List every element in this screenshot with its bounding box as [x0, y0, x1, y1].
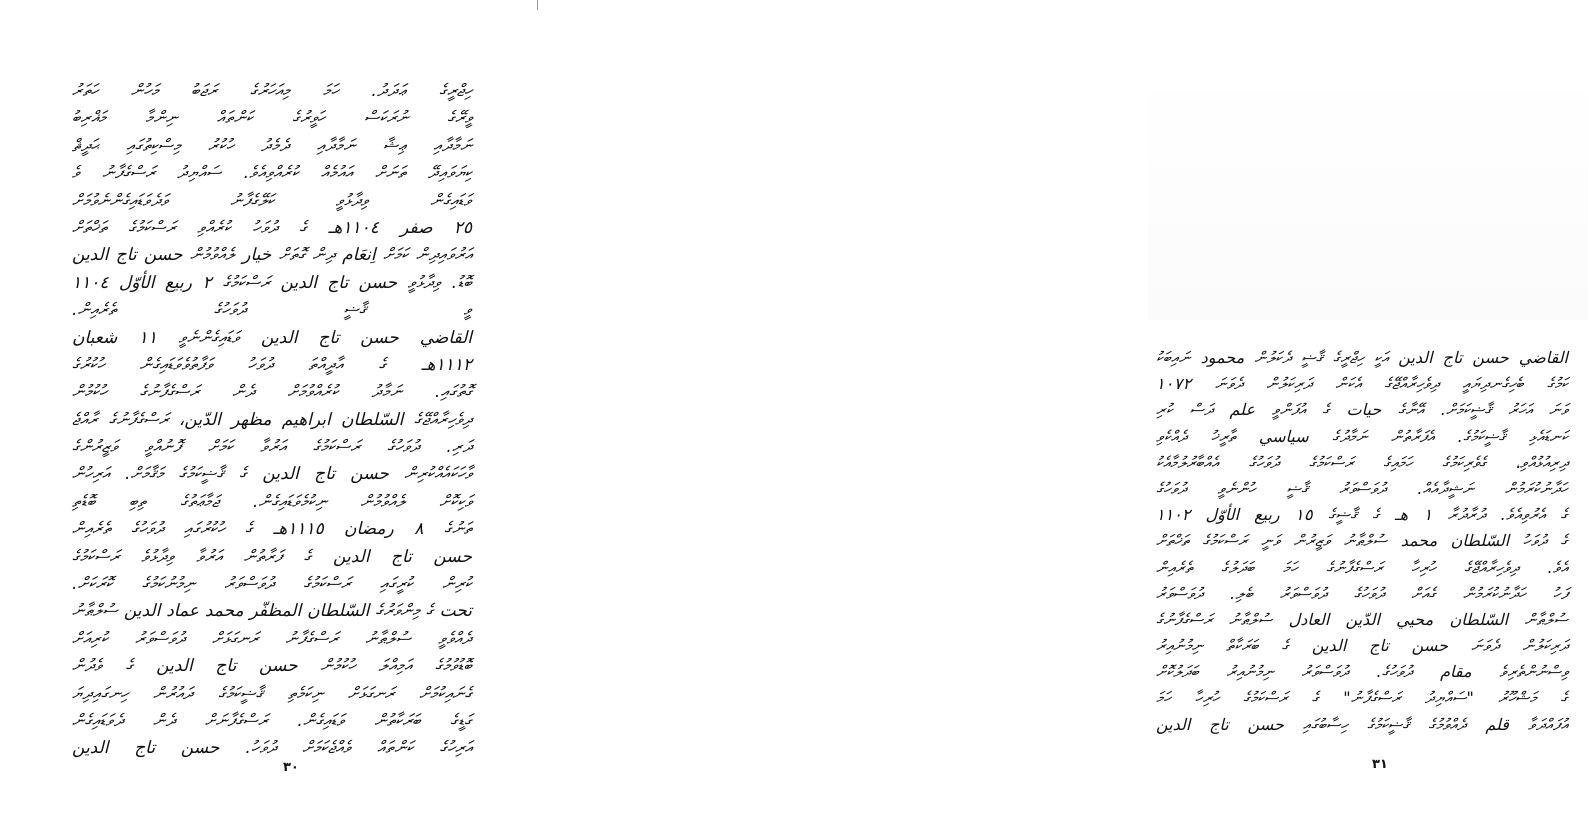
- right-page-number: ٣١: [1372, 757, 1388, 772]
- text-line: حسن تاج الدين ގެ ފަރާތުން އަރުވާ ވިދާޅުވެ ރަސްކަމުގެ: [72, 546, 472, 567]
- text-line: القاضي حسن تاج الدين ވަޑައިގެންނެވީ ١١ شعبان: [72, 327, 472, 348]
- text-line: ގެނައިކުމަށް ރަނގަޅަށް ނިކަމެތި ޤާޟީކަމުގެ ދައުރުން ހިނގައިދިޔަ: [72, 683, 472, 704]
- text-line: ގެ މަޝްހޫރު "ސައްޔިދު ރަސްގެފާނު" ގެ ރަސްކަމުގެ ހުރިހާ ހަމަ: [1156, 688, 1568, 708]
- text-line: ކިޔަވައިދޭ ތަނަށް އައުމެއް ކުރެއްވިއެވެ. ސައްޔިދު ރަސްގެފާނު ވެ: [72, 163, 472, 184]
- text-line: ވިސްނުންތެރިވެ مقام ދުވަހުގެ. ދުވަސްވަރު ނިމުނުއިރު ބަދަލުކޮށް: [1156, 662, 1568, 682]
- text-line: ވާހަކައެއްކުރިން حسن تاج الدين ގެ ޤާޟީކަމުގެ މަޤާމަށް. އަރިހުން: [72, 464, 472, 485]
- text-line: ގަޑީގެ ބަރަކާތުން ވަޑައިގެން. ރަސްގެފާނަށް ދެން ދެވަޑައިގެން: [72, 710, 472, 731]
- text-line: ދެއްވެވީ ސުލްޠާނު ރަސްގެފާނު ރަނގަޅަށް ދުވަސްވަރު ކުރިއަށް: [72, 628, 472, 649]
- left-page-text-block: [72, 78, 472, 763]
- right-page-text-block: [1156, 345, 1568, 738]
- text-line: ދިވެހިރާއްޖޭގެ السّلطان ابراهيم مظهر الدّين، ރަސްގެފާނުގެ ރާއްޖެ: [72, 409, 472, 430]
- text-line: ގޮތުގައި. ނަމާދު ކުރެއްވުމަށް ދެން ރަސްގެފާނުގެ ހުކުމުން: [72, 382, 472, 403]
- text-line: އުފައްދަވާ قلم ދެއްވުމުގެ ޤާޟީކަމުގެ ހިސާބުގައި حسن تاج الدين: [1156, 714, 1568, 734]
- text-line: ދިރިއުޅުއްވި، ގެވެރިކަމުގެ ހަމައިގެ ރަސްކަމުގެ ދުވަހުގެ އެއްބާރުލުމާއެކު: [1156, 452, 1568, 472]
- blank-page-area: [1148, 60, 1588, 320]
- text-line: އަރުވައިދިން ކަމަށް اِنعَام ދިން ގޮތަށް خيار ލެއްވުމުން حسن تاج الدين: [72, 245, 472, 266]
- text-line: ނަމާދާއި ޢިޝާ ނަމާދާއި ދެމެދު ހުކުރު މިސްކިތުގައި ޙަދީޘް: [72, 135, 472, 156]
- text-line: ދަރިކަލުން ދެވަނަ حسن تاج الدين ގެ ބަރަކާތް ނިމުނުއިރު: [1156, 636, 1568, 656]
- text-line: القاضي حسن تاج الدين އަކީ ހިޖްރީގެ ޤާޟީ ދެކަލުން محمود ނައިބަކު: [1156, 348, 1568, 367]
- text-line: ކަނޑައެޅި ޤާޟީކަމުގެ. އެފަރާތުން ނަމާދުގެ سياسي ތާރީޚު ދެއްކެވި: [1156, 426, 1568, 446]
- text-line: ވަނަ އަހަރު ޤާޟީކަމަށް. އޭނާގެ حيات ގެ އުފަންވީ علم ދަސް ކުރި: [1156, 400, 1568, 420]
- text-line: ތަނުގެ ٨ رمضان ١١١٥هـ ގެ ހުކުރުގައި ދުވަހުގެ ތެރެއިން: [72, 519, 472, 540]
- text-line: ހަދާނުކުރަމުން ނަޝީދާއެއް. ދުވަސްވަރު ޤާޟީ ހުންނެވީ ދުވަހުގެ: [1156, 478, 1568, 498]
- text-line: ٢٥ صفر ١١٠٤هـ ގެ ދުވަހު ކުރެއްވި ރަސްކަމުގެ ތަޚްތަށް: [72, 217, 472, 238]
- right-page: [560, 0, 1568, 814]
- text-line: ގެ ދުވަހު السّلطان محمد ސުލްޠާނު ވަޒީރުން ވަނީ ރަސްކަމުގެ ތަޚްތަށް: [1156, 531, 1568, 551]
- text-line: ފަހު ހަދާނުކުރަމުން ގެއަށް ދުވަހުގެ ދުވަސްވަރު ބެލި. ދުވަސްވަރު: [1156, 583, 1568, 603]
- text-line: تحت ގެ މިންވަރުގެ السّلطان المظفّر محمد عماد الدين ސުލްޠާނު: [72, 601, 472, 622]
- text-line: ކުރިން ކުރީގައި ރަސްކަމުގެ ދުވަސްވަރު ނިމުނުކަމުގެ ކޮރަކަށް.: [72, 574, 472, 595]
- text-line: ހިޖްރީގެ ޢަދަދު. ހަމަ މިއަހަރުގެ ރަޖަބު މަހުން ހަތަރު: [72, 81, 472, 101]
- text-line: ސުލްޠާން السّلطان محيي الدّين العادل ސުލްޠާނު ރަސްގެފާނުގެ: [1156, 609, 1568, 629]
- text-line: ވަޑައިގެން ވިދާޅުވީ ކަލޭގެފާނު ވަދެވަޑައިގެންނެވުމަށް: [72, 190, 472, 211]
- text-line: ވީ ޤާޟީ ދުވަހުގެ ތެރެއިން.: [72, 300, 472, 321]
- text-line: ބޮޑުވުމުގެ އަމިއްލަ ހުކުމުން حسن تاج الدين ގެ ވެދުން: [72, 656, 472, 677]
- left-page-number: ٣٠: [283, 760, 299, 775]
- text-line: ދަރި. ދުވަހުގެ ރަސްކަމުގެ އަރުވާ ކަމަށް ފޮނުއްވީ ވަޒީރުންގެ: [72, 437, 472, 458]
- text-line: އެވެ. ދިވެހިރާއްޖޭގެ ހުރިހާ ރަސްގެފާނުގެ ހަމަ ބަދަލުގެ ތެރެއިން: [1156, 557, 1568, 577]
- text-line: ކަމުގެ ބެހިގެނދިޔައީ ދިވެހިރާއްޖޭގެ އެކަން ދަރިކަލުން ދެވަނަ ١٠٧٢: [1156, 374, 1568, 394]
- text-line: ވީރޭގެ ނުރަކަސް ހަވީރުގެ ކަންތައް ނިންމާ މަޣްރިބު: [72, 108, 472, 129]
- left-page: [0, 0, 540, 814]
- text-line: ވަކިކޮށް ލެއްވުމުން ނިކުމެވަޑައިގެން. ޖަމާޢަތުގެ ތިބި ބޮޑެތި: [72, 491, 472, 512]
- text-line: އަރިހުގެ ކަންތައް ވެއްޖެކަމަށް ދުވަހު. حسن تاج الدين: [72, 738, 472, 759]
- text-line: ١١١٢هـ ގެ އާދީއްތަ ދުވަހު ވަފާތުވެވަޑައިގެން ހުކުރުގެ: [72, 354, 472, 375]
- text-line: ބޮޑު. ވިދާޅުވީ حسن تاج الدين ރަސްކަމުގެ ٢ ربيع الأوّل ١١٠٤: [72, 272, 472, 293]
- text-line: ގެ އެރުވިއެވެ. ދުރާދުރާ ١ هـ ގެ ޤާޟީގެ ١٥ ربيع الأوّل ١١٠٢: [1156, 505, 1568, 525]
